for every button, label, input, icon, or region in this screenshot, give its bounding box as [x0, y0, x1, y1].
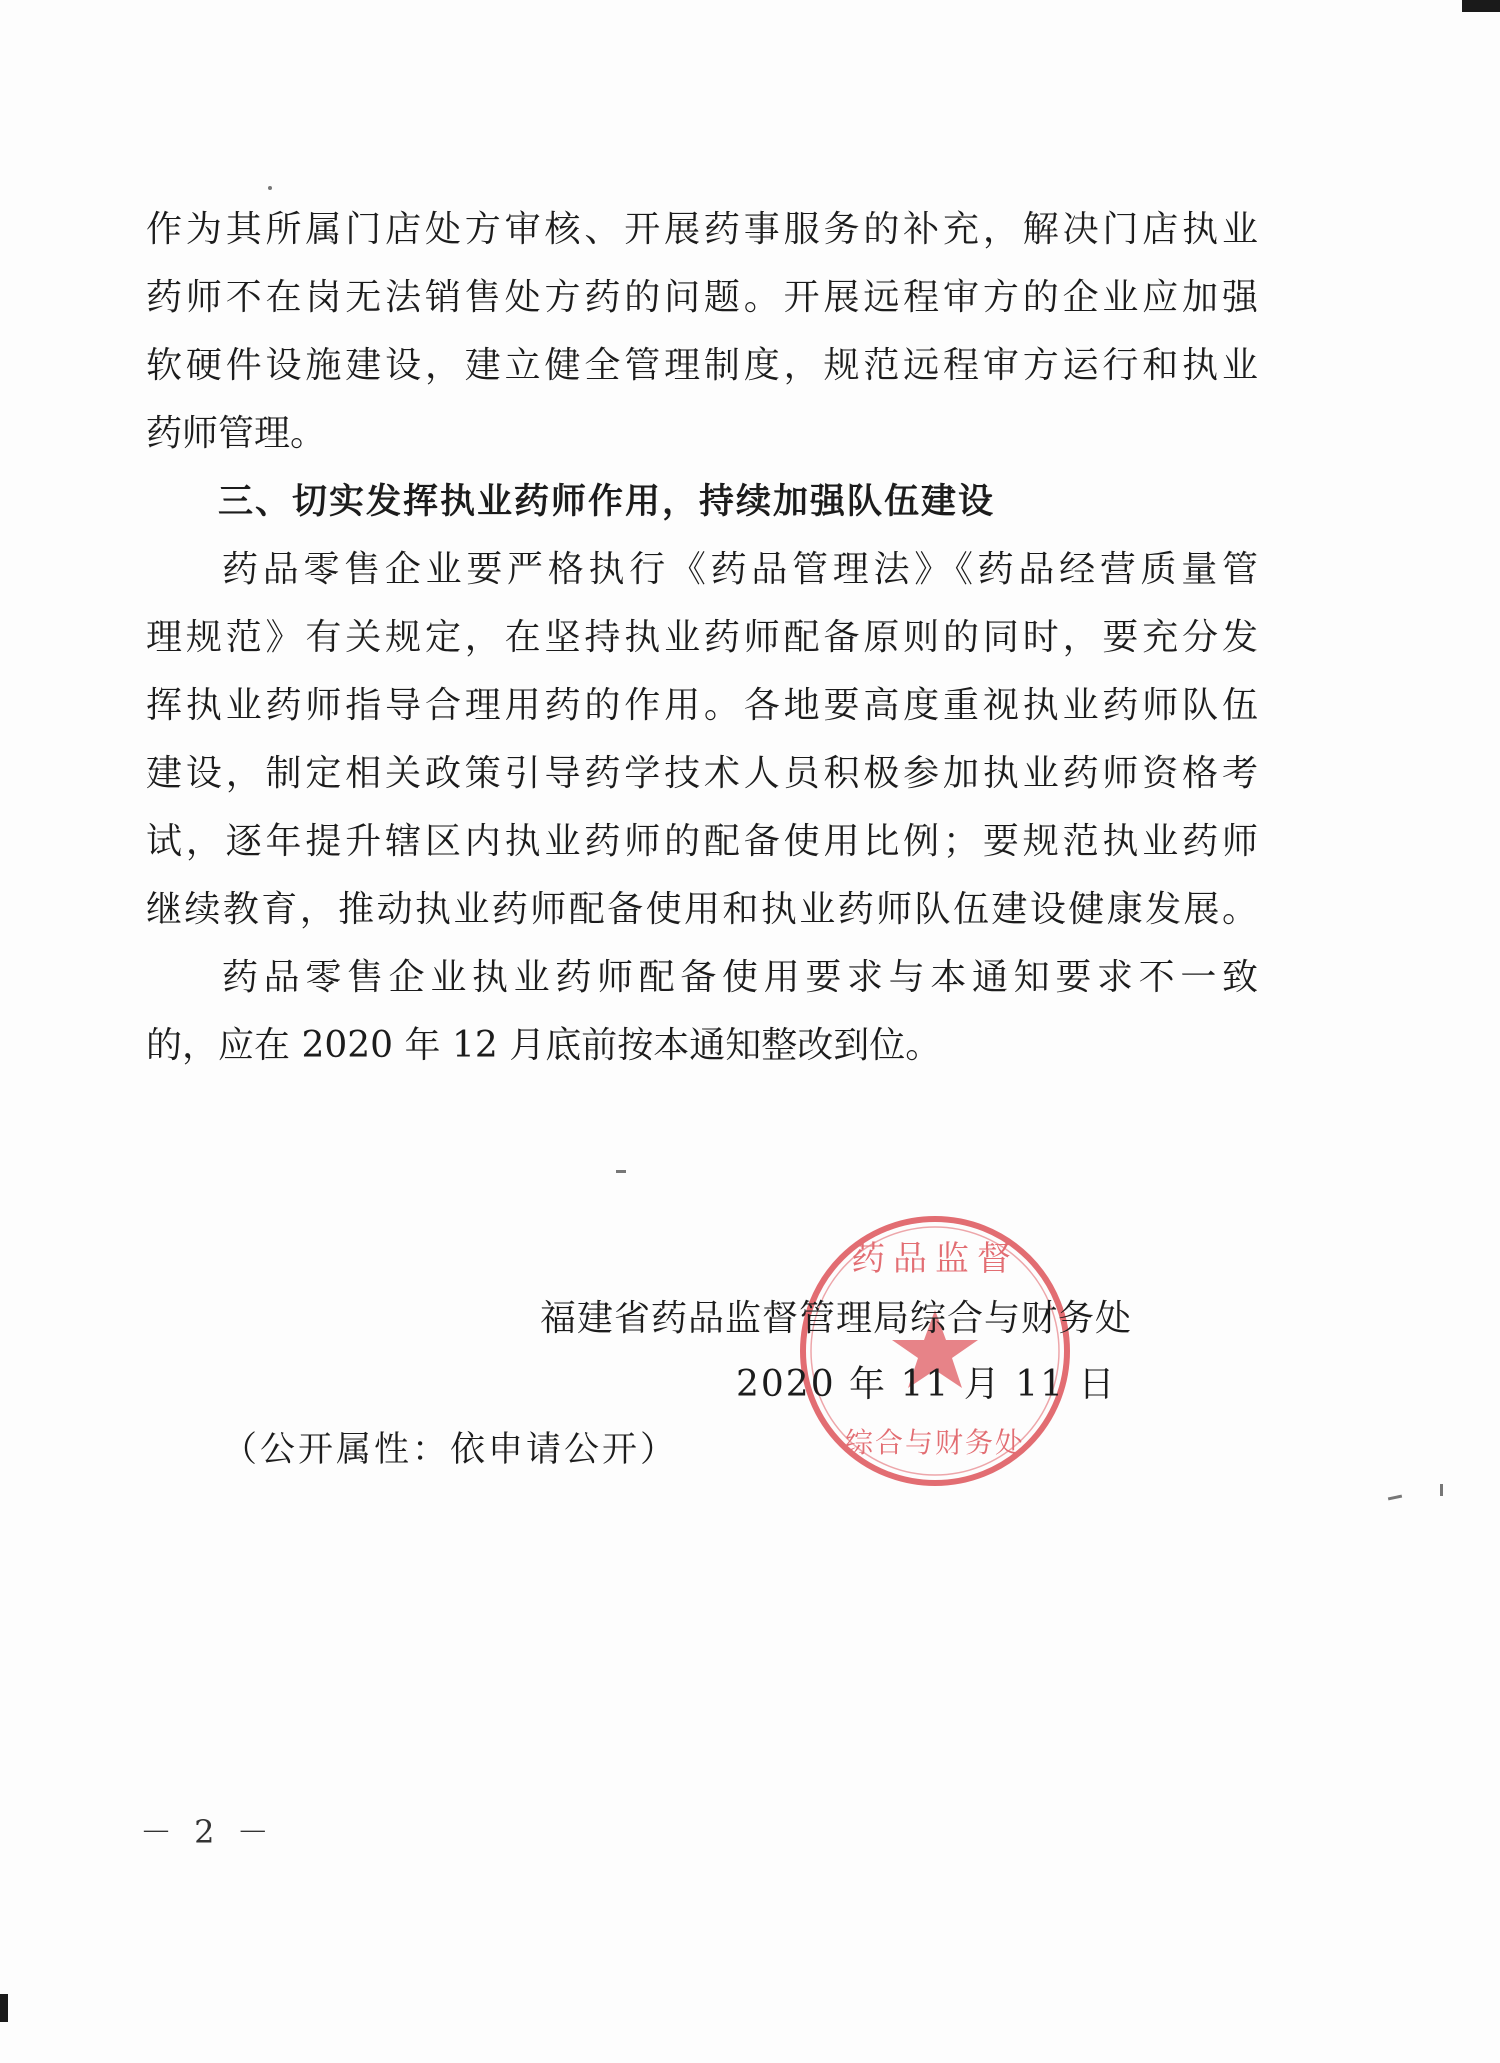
- scan-speck: [616, 1170, 626, 1173]
- paragraph-line: 软硬件设施建设，建立健全管理制度，规范远程审方运行和执业: [146, 345, 1258, 386]
- paragraph-line: 作为其所属门店处方审核、开展药事服务的补充，解决门店执业: [146, 209, 1258, 250]
- paragraph-line: 试，逐年提升辖区内执业药师的配备使用比例；要规范执业药师: [146, 821, 1258, 862]
- scan-speck: [1388, 1495, 1402, 1501]
- paragraph-line: 药师管理。: [146, 413, 327, 454]
- seal-top-text: 药品监督: [851, 1239, 1019, 1279]
- paragraph-line: 建设，制定相关政策引导药学技术人员积极参加执业药师资格考: [146, 753, 1258, 794]
- paragraph-line: 继续教育，推动执业药师配备使用和执业药师队伍建设健康发展。: [146, 889, 1258, 930]
- paragraph-line: 药师不在岗无法销售处方药的问题。开展远程审方的企业应加强: [146, 277, 1258, 318]
- scan-edge-mark: [1462, 0, 1500, 12]
- paragraph-line: 的，应在 2020 年 12 月底前按本通知整改到位。: [146, 1025, 942, 1066]
- section-heading: 三、切实发挥执业药师作用，持续加强队伍建设: [218, 482, 996, 522]
- signature-block: [540, 1286, 1200, 1418]
- scan-speck: [268, 186, 272, 190]
- disclosure-attribute: （公开属性：依申请公开）: [222, 1430, 679, 1470]
- paragraph-line: 挥执业药师指导合理用药的作用。各地要高度重视执业药师队伍: [146, 685, 1258, 726]
- paragraph-line: 药品零售企业要严格执行《药品管理法》《药品经营质量管: [222, 549, 1258, 590]
- page-number: － 2 －: [140, 1813, 275, 1851]
- issuing-organization: 福建省药品监督管理局综合与财务处: [540, 1298, 1133, 1339]
- paragraph-line: 理规范》有关规定，在坚持执业药师配备原则的同时，要充分发: [146, 617, 1258, 658]
- issue-date: 2020 年 11 月 11 日: [736, 1364, 1117, 1405]
- document-body: [146, 196, 1258, 1080]
- scan-edge-mark: [0, 1994, 8, 2022]
- paragraph-line: 药品零售企业执业药师配备使用要求与本通知要求不一致: [222, 957, 1258, 998]
- scan-speck: [1440, 1484, 1443, 1496]
- seal-bottom-text: 综合与财务处: [844, 1426, 1026, 1459]
